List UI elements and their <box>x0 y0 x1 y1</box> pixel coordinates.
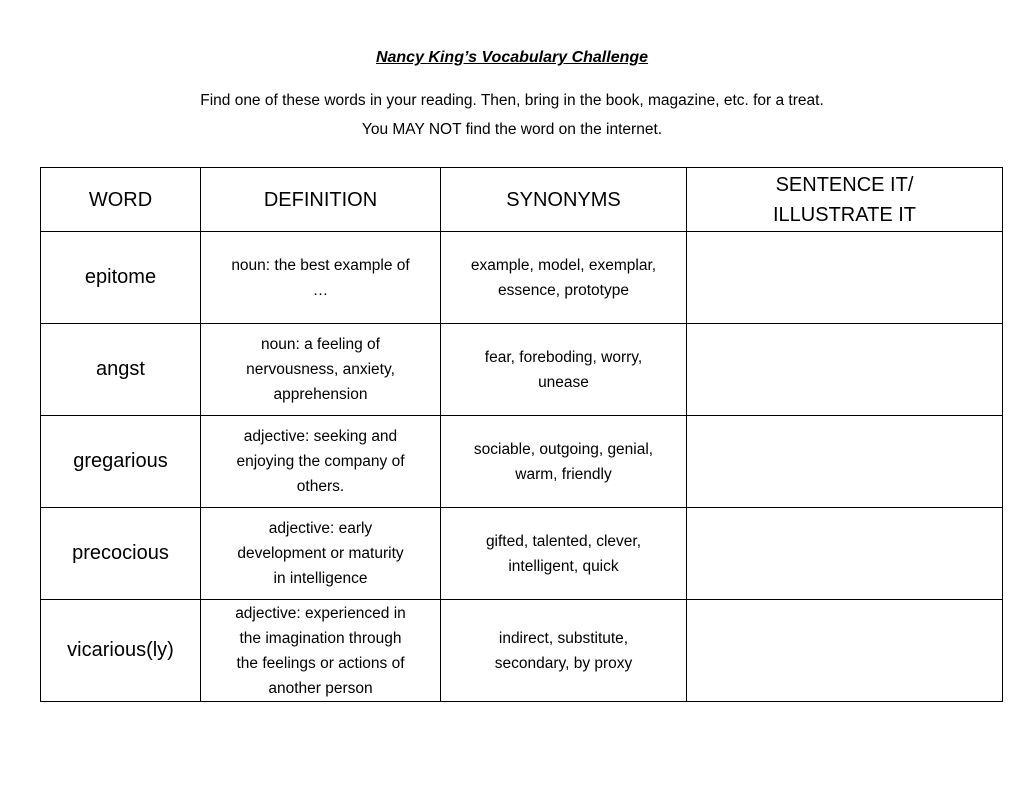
word-cell: precocious <box>41 508 201 600</box>
definition-cell: noun: the best example of … <box>201 232 441 324</box>
instruction-line-1: Find one of these words in your reading. Then, bring in the book, magazine, etc. for a treat. <box>200 92 824 109</box>
table-row <box>41 416 1003 508</box>
page-title: Nancy King’s Vocabulary Challenge <box>375 49 649 66</box>
sentence-cell[interactable] <box>687 600 1003 702</box>
word-cell: angst <box>41 324 201 416</box>
header-word: WORD <box>41 168 201 232</box>
table-row <box>41 324 1003 416</box>
definition-cell: adjective: experienced in the imagination through the feelings or actions of another person <box>201 600 441 702</box>
word-cell: gregarious <box>41 416 201 508</box>
synonyms-cell: indirect, substitute, secondary, by proxy <box>441 600 687 702</box>
table-row <box>41 232 1003 324</box>
instruction-line-2: You MAY NOT find the word on the internet. <box>361 121 663 138</box>
header-definition: DEFINITION <box>201 168 441 232</box>
synonyms-cell: gifted, talented, clever, intelligent, quick <box>441 508 687 600</box>
sentence-cell[interactable] <box>687 508 1003 600</box>
header-sentence: SENTENCE IT/ ILLUSTRATE IT <box>687 168 1003 232</box>
header-synonyms: SYNONYMS <box>441 168 687 232</box>
table-row <box>41 600 1003 702</box>
definition-cell: adjective: early development or maturity in intelligence <box>201 508 441 600</box>
definition-cell: adjective: seeking and enjoying the company of others. <box>201 416 441 508</box>
word-cell: vicarious(ly) <box>41 600 201 702</box>
sentence-cell[interactable] <box>687 232 1003 324</box>
vocabulary-table <box>40 167 1003 702</box>
table-header-row <box>41 168 1003 232</box>
synonyms-cell: sociable, outgoing, genial, warm, friendly <box>441 416 687 508</box>
word-cell: epitome <box>41 232 201 324</box>
table-row <box>41 508 1003 600</box>
synonyms-cell: example, model, exemplar, essence, prototype <box>441 232 687 324</box>
synonyms-cell: fear, foreboding, worry, unease <box>441 324 687 416</box>
definition-cell: noun: a feeling of nervousness, anxiety, apprehension <box>201 324 441 416</box>
sentence-cell[interactable] <box>687 416 1003 508</box>
sentence-cell[interactable] <box>687 324 1003 416</box>
